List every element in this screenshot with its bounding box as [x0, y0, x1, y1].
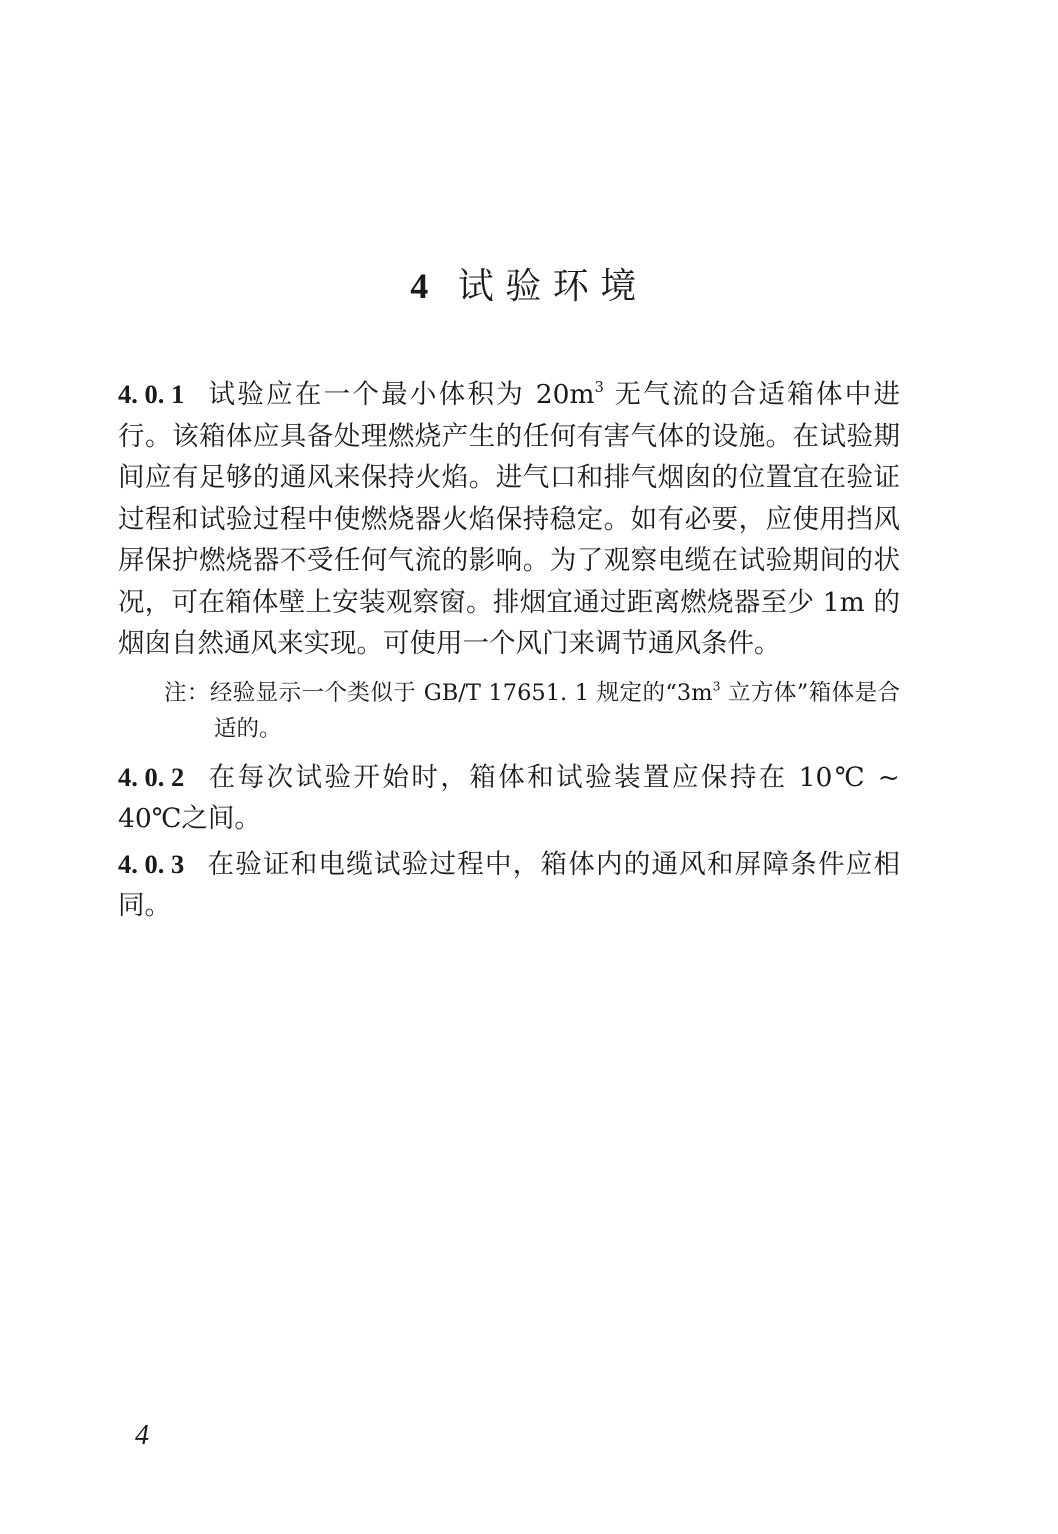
clause-text-part-1: 试验应在一个最小体积为 20m [206, 379, 595, 410]
superscript: 3 [712, 679, 721, 694]
clause-4-0-2 [118, 757, 900, 840]
note-text-part-2: 立方体”箱体是合适的。 [214, 679, 900, 742]
document-body [118, 374, 900, 931]
clause-text: 在每次试验开始时，箱体和试验装置应保持在 10℃ ~ 40℃之间。 [118, 761, 900, 834]
page-number: 4 [135, 1420, 149, 1451]
clause-number: 4. 0. 1 [118, 379, 185, 409]
chapter-title: 试验环境 [457, 266, 648, 307]
clause-number: 4. 0. 2 [118, 761, 185, 792]
chapter-number: 4 [410, 266, 440, 306]
clause-note [118, 675, 900, 747]
chapter-heading [0, 258, 1058, 315]
clause-text-part-2: 无气流的合适箱体中进行。该箱体应具备处理燃烧产生的任何有害气体的设施。在试验期间应有足够的通风来保持火焰。进气口和排气烟囱的位置宜在验证过程和试验过程中使燃烧器火焰保持稳定。如有必要，应使用挡风屏保护燃烧器不受任何气流的影响。为了观察电缆在试验期间的状况，可在箱体壁上安装观察窗。排烟宜通过距离燃烧器至少 1m 的烟囱自然通风来实现。可使用一个风门来调节通风条件。 [118, 379, 900, 659]
superscript: 3 [594, 379, 604, 397]
note-label: 注： [164, 679, 210, 706]
note-text-part-1: 经验显示一个类似于 GB/T 17651. 1 规定的“3m [209, 679, 713, 706]
clause-4-0-3 [118, 844, 900, 927]
clause-4-0-1 [118, 374, 900, 665]
clause-number: 4. 0. 3 [118, 848, 185, 879]
clause-text: 在验证和电缆试验过程中，箱体内的通风和屏障条件应相同。 [118, 848, 900, 921]
